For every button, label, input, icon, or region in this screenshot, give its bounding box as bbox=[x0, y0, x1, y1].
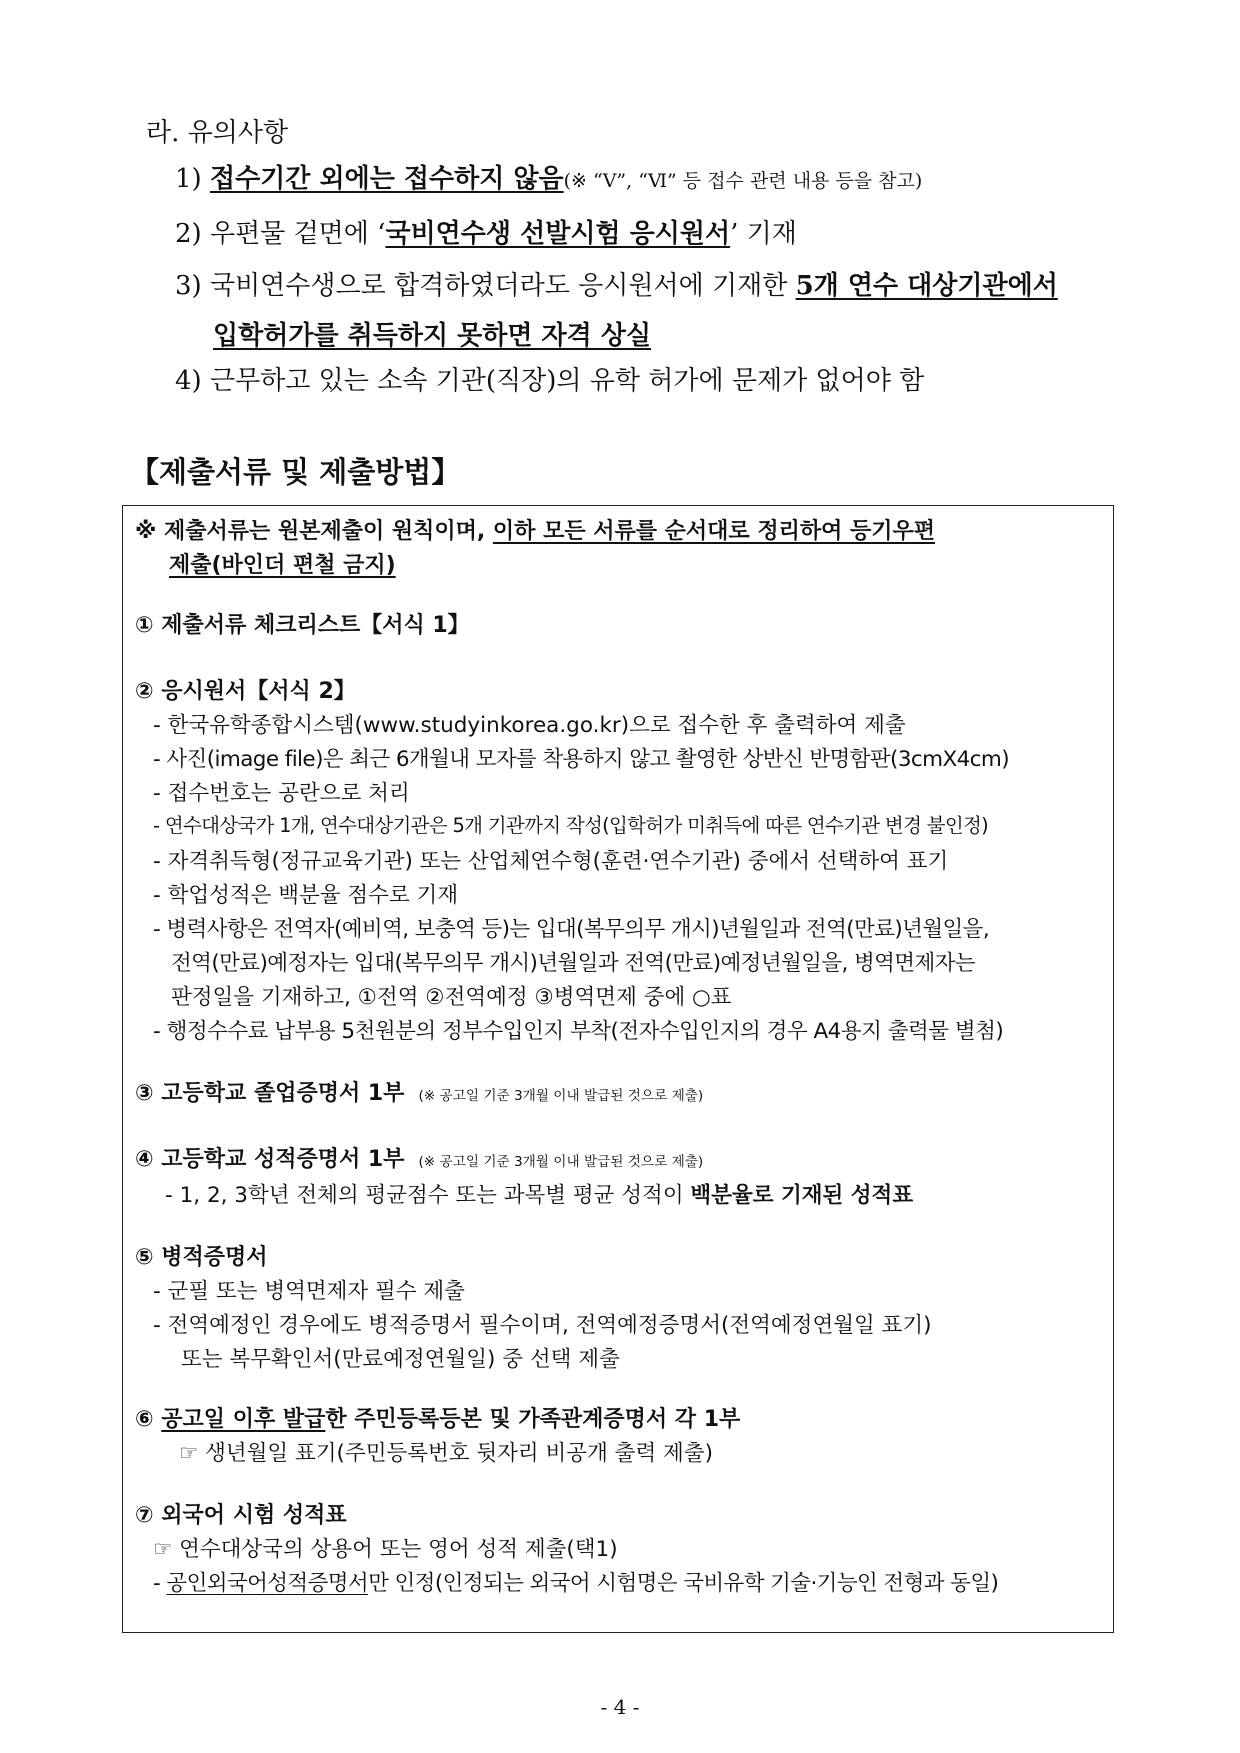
item-1-title: ① 제출서류 체크리스트【서식 1】 bbox=[135, 613, 470, 638]
documents-heading: 【제출서류 및 제출방법】 bbox=[130, 455, 461, 489]
item-5-title: ⑤ 병적증명서 bbox=[135, 1245, 268, 1270]
page-number: - 4 - bbox=[600, 1695, 640, 1719]
precaution-item-3-line2: 입학허가를 취득하지 못하면 자격 상실 bbox=[213, 321, 652, 351]
item-6-title: ⑥ 공고일 이후 발급한 주민등록등본 및 가족관계증명서 각 1부 bbox=[135, 1407, 741, 1432]
item-2-bullet-cont: 전역(만료)예정자는 입대(복무의무 개시)년월일과 전역(만료)예정년월일을, 병역면제자는 bbox=[171, 951, 975, 976]
item-2-bullet: - 접수번호는 공란으로 처리 bbox=[153, 781, 410, 806]
item-6-note: ☞ 생년월일 표기(주민등록번호 뒷자리 비공개 출력 제출) bbox=[179, 1441, 713, 1466]
item-2-bullet: - 연수대상국가 1개, 연수대상기관은 5개 기관까지 작성(입학허가 미취득에 따른 연수기관 변경 불인정) bbox=[153, 814, 989, 837]
item-4-bullet: - 1, 2, 3학년 전체의 평균점수 또는 과목별 평균 성적이 백분율로 기재된 성적표 bbox=[165, 1183, 914, 1208]
item-5-bullet: - 전역예정인 경우에도 병적증명서 필수이며, 전역예정증명서(전역예정연월일 표기) bbox=[153, 1313, 932, 1338]
item-7-bullet: - 공인외국어성적증명서만 인정(인정되는 외국어 시험명은 국비유학 기술·기능인 전형과 동일) bbox=[153, 1571, 999, 1596]
notice-line-1: ※ 제출서류는 원본제출이 원칙이며, 이하 모든 서류를 순서대로 정리하여 등기우편 bbox=[135, 519, 936, 544]
item-2-bullet: - 한국유학종합시스템(www.studyinkorea.go.kr)으로 접수한 후 출력하여 제출 bbox=[153, 713, 906, 738]
precaution-item-1: 1) 접수기간 외에는 접수하지 않음(※ “Ⅴ”, “Ⅵ” 등 접수 관련 내용 등을 참고) bbox=[175, 164, 923, 194]
item-2-bullet: - 사진(image file)은 최근 6개월내 모자를 착용하지 않고 촬영한 상반신 반명함판(3cmX4cm) bbox=[153, 747, 1010, 772]
item-5-bullet-cont: 또는 복무확인서(만료예정연월일) 중 선택 제출 bbox=[181, 1347, 620, 1372]
precaution-item-4: 4) 근무하고 있는 소속 기관(직장)의 유학 허가에 문제가 없어야 함 bbox=[175, 366, 925, 396]
notice-line-2: 제출(바인더 편철 금지) bbox=[169, 553, 396, 578]
documents-box bbox=[122, 505, 1114, 1633]
item-2-bullet: - 자격취득형(정규교육기관) 또는 산업체연수형(훈련·연수기관) 중에서 선택하여 표기 bbox=[153, 849, 949, 874]
item-2-bullet: - 병력사항은 전역자(예비역, 보충역 등)는 입대(복무의무 개시)년월일과 전역(만료)년월일을, bbox=[153, 917, 990, 942]
item-4-title: ④ 고등학교 성적증명서 1부 (※ 공고일 기준 3개월 이내 발급된 것으로 제출) bbox=[135, 1147, 704, 1172]
item-3-title: ③ 고등학교 졸업증명서 1부 (※ 공고일 기준 3개월 이내 발급된 것으로 제출) bbox=[135, 1081, 704, 1106]
item-5-bullet: - 군필 또는 병역면제자 필수 제출 bbox=[153, 1279, 465, 1304]
item-2-bullet: - 행정수수료 납부용 5천원분의 정부수입인지 부착(전자수입인지의 경우 A4용지 출력물 별첨) bbox=[153, 1019, 1004, 1044]
item-7-note: ☞ 연수대상국의 상용어 또는 영어 성적 제출(택1) bbox=[153, 1537, 618, 1562]
item-2-bullet-cont: 판정일을 기재하고, ①전역 ②전역예정 ③병역면제 중에 ○표 bbox=[171, 985, 732, 1010]
precaution-item-3: 3) 국비연수생으로 합격하였더라도 응시원서에 기재한 5개 연수 대상기관에서 bbox=[175, 271, 1058, 301]
section-title: 라. 유의사항 bbox=[146, 118, 289, 148]
item-2-bullet: - 학업성적은 백분율 점수로 기재 bbox=[153, 883, 459, 908]
precaution-item-2: 2) 우편물 겉면에 ‘국비연수생 선발시험 응시원서’ 기재 bbox=[175, 219, 797, 249]
item-2-title: ② 응시원서【서식 2】 bbox=[135, 679, 356, 704]
item-7-title: ⑦ 외국어 시험 성적표 bbox=[135, 1503, 347, 1528]
